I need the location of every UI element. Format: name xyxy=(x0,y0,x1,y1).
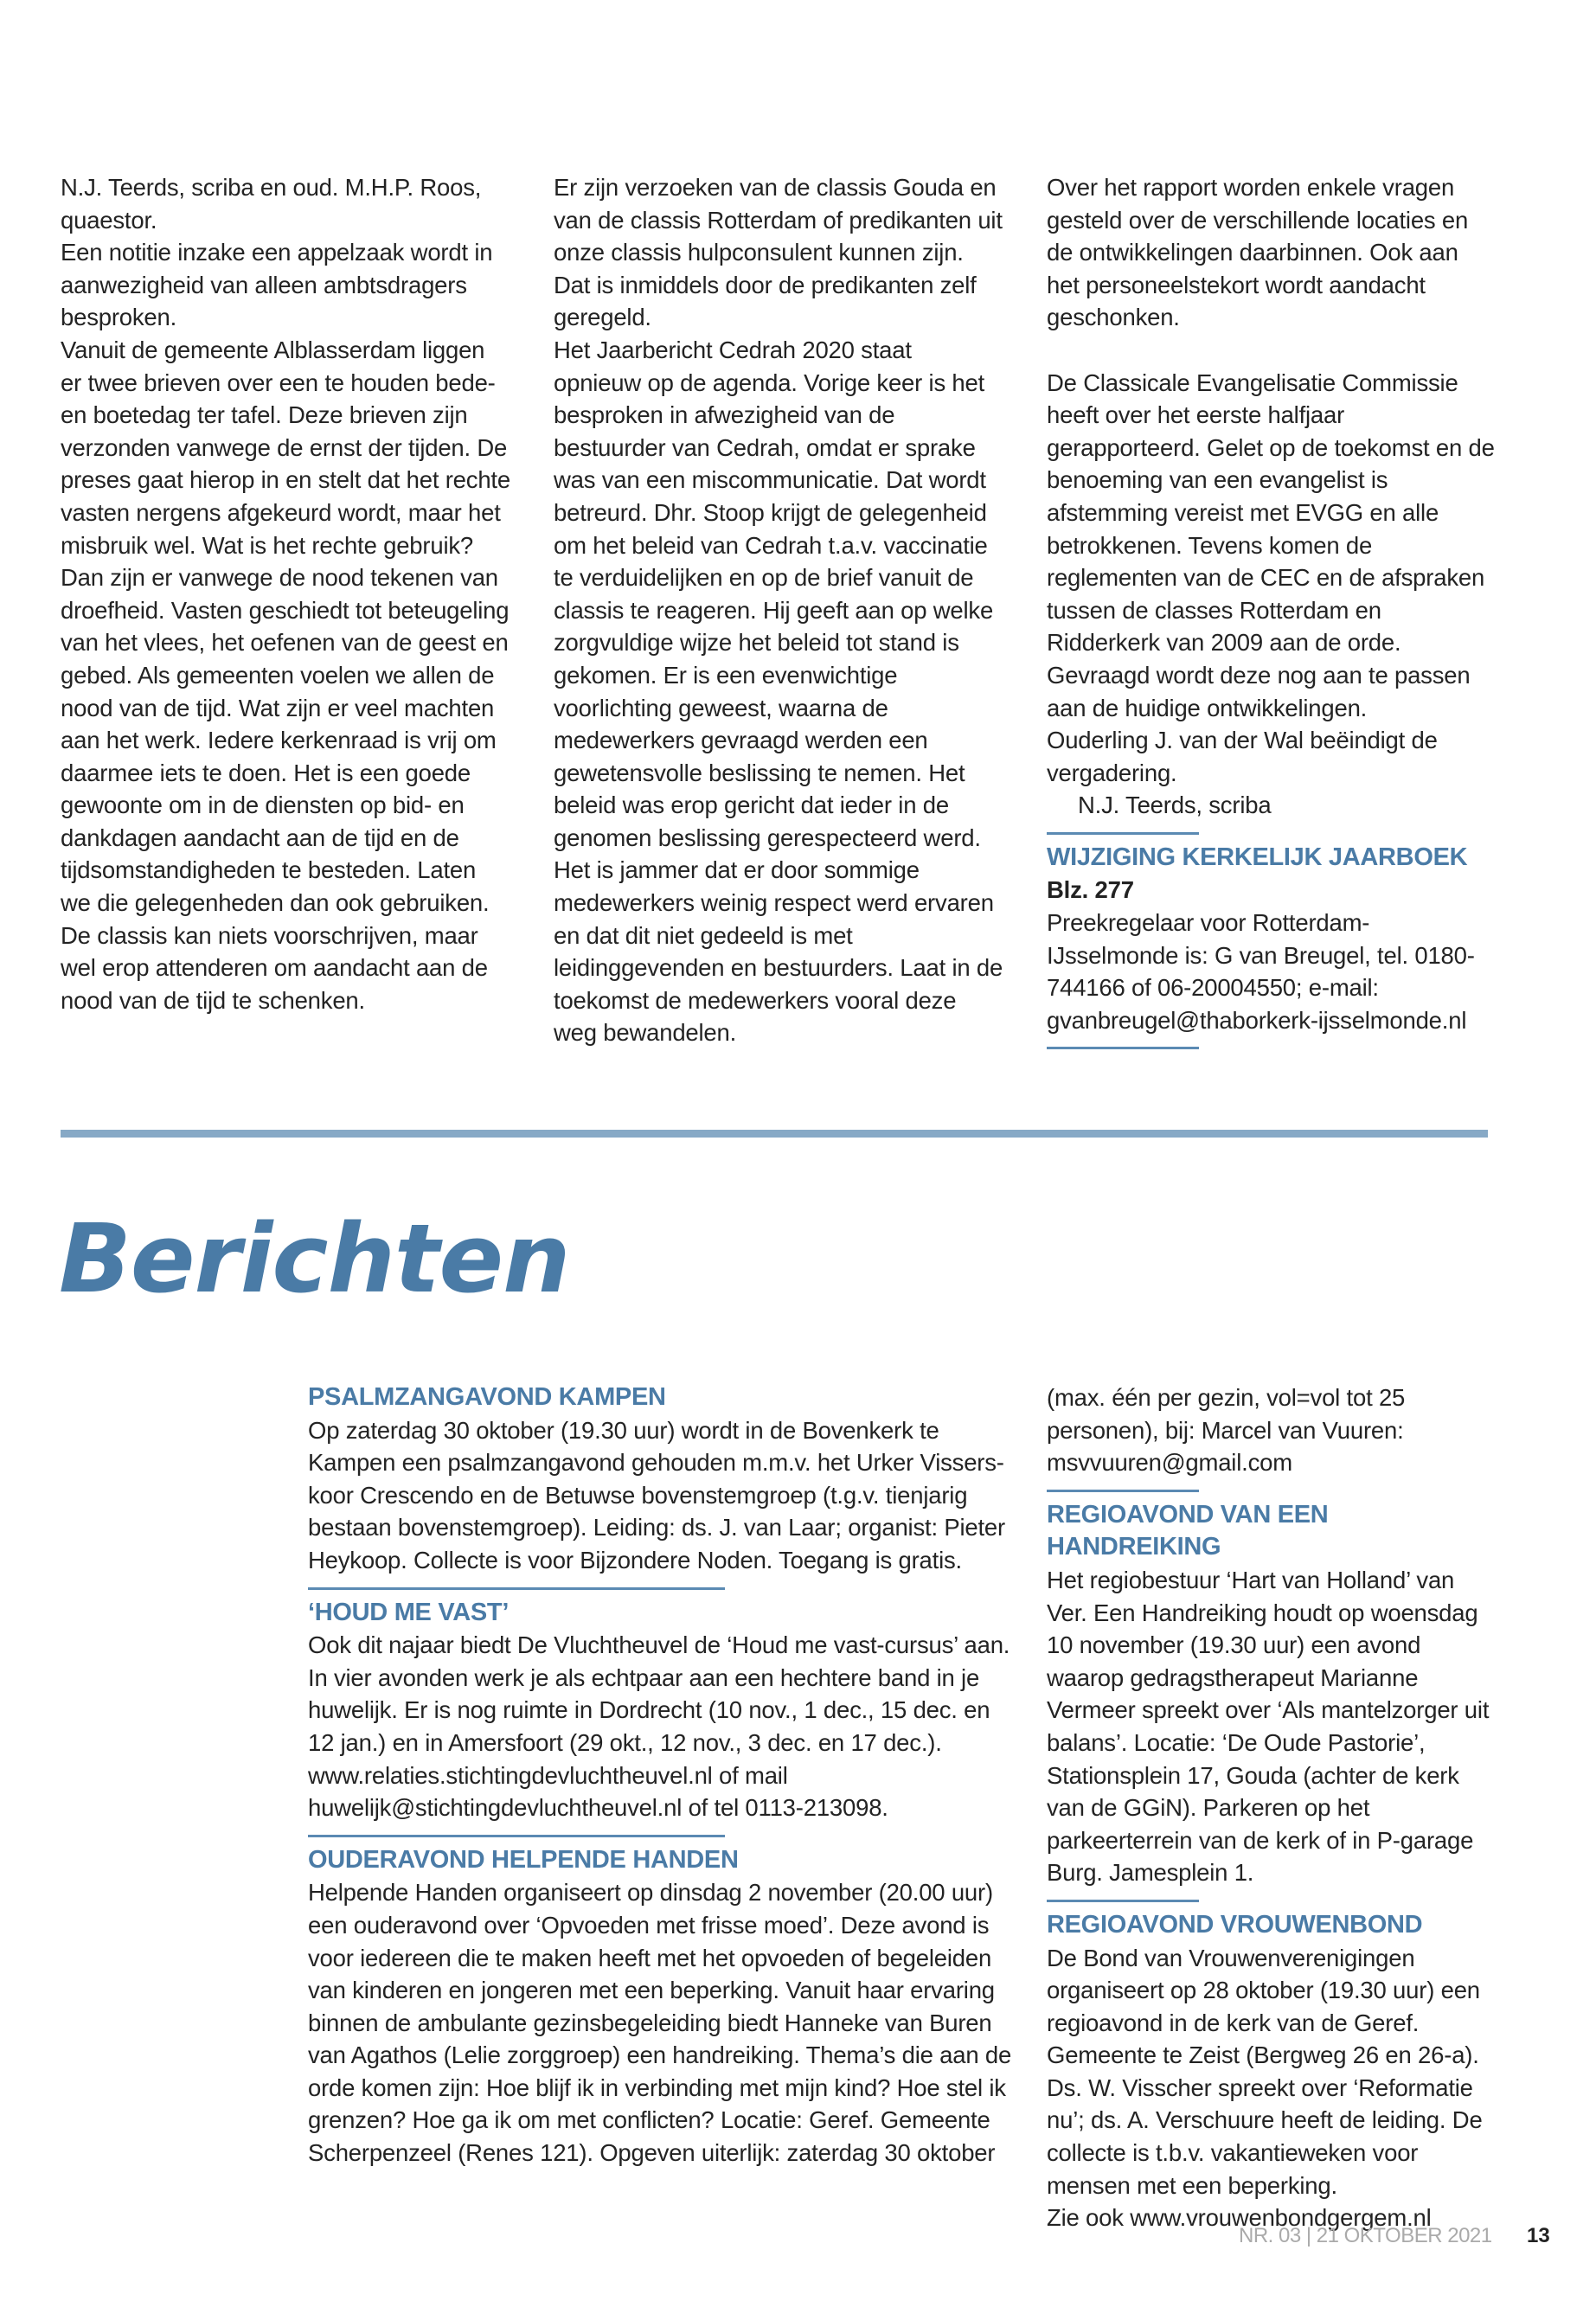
paragraph: Ook dit najaar biedt De Vluchtheuvel de ‘Houd me vast-cursus’ aan. In vier avonden werk je als echtpaar aan een hechtere band in je huwelijk. Er is nog ruimte in Dordrecht (10 nov., 1 dec., 15 dec. en 12 jan.) en in Amersfoort (29 okt., 12 nov., 3 dec. en 17 dec.). www.relaties.stichtingdevluchtheuvel.nl of mail huwelijk@stichtingdevluchtheuvel.nl of tel 0113-213098. xyxy=(308,1631,1010,1822)
section-heading: REGIOAVOND VAN EEN HANDREIKING xyxy=(1047,1500,1329,1561)
link-text[interactable]: Zie ook www.vrouwenbondgergem.nl xyxy=(1047,2204,1432,2232)
divider xyxy=(1047,832,1199,835)
section-heading: ‘HOUD ME VAST’ xyxy=(308,1598,510,1626)
paragraph: N.J. Teerds, scriba en oud. M.H.P. Roos, quaestor. xyxy=(61,174,482,234)
paragraph: Op zaterdag 30 oktober (19.30 uur) wordt in de Bovenkerk te Kampen een psalmzangavond gehouden m.m.v. het Urker Vissers-koor Crescendo en de Betuwse bovenstemgroep (t.g.v. tienjarig bestaan bovenstemgroep). Leiding: ds. J. van Laar; organist: Pieter Heykoop. Collecte is voor Bijzondere Noden. Toegang is gratis. xyxy=(308,1416,1005,1574)
paragraph: Ouderling J. van der Wal beëindigt de vergadering. xyxy=(1047,727,1438,786)
issue-info: NR. 03 | 21 OKTOBER 2021 xyxy=(1239,2224,1492,2247)
section-title: Berichten xyxy=(59,1203,570,1314)
paragraph: Het regiobestuur ‘Hart van Holland’ van Ver. Een Handreiking houdt op woensdag 10 november (19.30 uur) een avond waarop gedragstherapeut Marianne Vermeer spreekt over ‘Als mantelzorger uit balans’. Locatie: ‘De Oude Pastorie’, Stationsplein 17, Gouda (achter de kerk van de GGiN). Parkeren op het parkeerterrein van de kerk of in P-garage Burg. Jamesplein 1. xyxy=(1047,1566,1490,1887)
page-number: 13 xyxy=(1527,2224,1550,2247)
top-column-2 xyxy=(554,171,1003,1049)
paragraph: (max. één per gezin, vol=vol tot 25 personen), bij: Marcel van Vuuren: msvvuuren@gmail.com xyxy=(1047,1384,1406,1477)
paragraph: Vanuit de gemeente Alblasserdam liggen er twee brieven over een te houden bede- en boetedag ter tafel. Deze brieven zijn verzonden vanwege de ernst der tijden. De preses gaat hierop in en stelt dat het rechte vasten nergens afgekeurd wordt, maar het misbruik wel. Wat is het rechte gebruik? Dan zijn er vanwege de nood tekenen van droefheid. Vasten geschiedt tot beteugeling van het vlees, het oefenen van de geest en gebed. Als gemeenten voelen we allen de nood van de tijd. Wat zijn er veel machten aan het werk. Iedere kerkenraad is vrij om daarmee iets te doen. Het is een goede gewoonte om in de diensten op bid- en dankdagen aandacht aan de tijd en de tijdsomstandigheden te besteden. Laten we die gelegenheden dan ook gebruiken. De classis kan niets voorschrijven, maar wel erop attenderen om aandacht aan de nood van de tijd te schenken. xyxy=(61,336,510,1014)
top-column-1 xyxy=(61,171,510,1016)
paragraph: Over het rapport worden enkele vragen gesteld over de verschillende locaties en de ontwikkelingen daarbinnen. Ook aan het personeelstekort wordt aandacht geschonken. xyxy=(1047,174,1469,331)
section-subheading: Blz. 277 xyxy=(1047,876,1134,904)
paragraph: Er zijn verzoeken van de classis Gouda en van de classis Rotterdam of predikanten uit onze classis hulpconsulent kunnen zijn. Dat is inmiddels door de predikanten zelf geregeld. xyxy=(554,174,1003,331)
section-heading: WIJZIGING KERKELIJK JAARBOEK xyxy=(1047,843,1468,871)
berichten-column-left xyxy=(308,1381,1017,2170)
section-divider xyxy=(61,1130,1488,1138)
divider xyxy=(1047,1047,1199,1049)
paragraph: De Classicale Evangelisatie Commissie heeft over het eerste halfjaar gerapporteerd. Gelet op de toekomst en de benoeming van een evangelist is afstemming vereist met EVGG en alle betrokkenen. Tevens komen de reglementen van de CEC en de afspraken tussen de classes Rotterdam en Ridderkerk van 2009 aan de orde. Gevraagd wordt deze nog aan te passen aan de huidige ontwikkelingen. xyxy=(1047,369,1495,721)
top-column-3 xyxy=(1047,171,1497,1056)
divider xyxy=(1047,1490,1199,1492)
divider xyxy=(308,1587,725,1590)
paragraph: De Bond van Vrouwenverenigingen organiseert op 28 oktober (19.30 uur) een regioavond in de kerk van de Geref. Gemeente te Zeist (Bergweg 26 en 26-a). Ds. W. Visscher spreekt over ‘Reformatie nu’; ds. A. Verschuure heeft de leiding. De collecte is t.b.v. vakantieweken voor mensen met een beperking. xyxy=(1047,1944,1483,2199)
divider xyxy=(1047,1900,1199,1902)
section-heading: PSALMZANGAVOND KAMPEN xyxy=(308,1383,666,1411)
divider xyxy=(308,1835,725,1837)
section-heading: REGIOAVOND VROUWENBOND xyxy=(1047,1910,1423,1939)
paragraph: Preekregelaar voor Rotterdam-IJsselmonde is: G van Breugel, tel. 0180-744166 of 06-20004550; e-mail: gvanbreugel@thaborkerk-ijsselmonde.nl xyxy=(1047,909,1475,1034)
signature: N.J. Teerds, scriba xyxy=(1078,792,1272,819)
berichten-column-right xyxy=(1047,1381,1497,2234)
paragraph: Helpende Handen organiseert op dinsdag 2 november (20.00 uur) een ouderavond over ‘Opvoeden met frisse moed’. Deze avond is voor iedereen die te maken heeft met het opvoeden of begeleiden van kinderen en jongeren met een beperking. Vanuit haar ervaring binnen de ambulante gezinsbegeleiding biedt Hanneke van Buren van Agathos (Lelie zorggroep) een handreiking. Thema’s die aan de orde komen zijn: Hoe blijf ik in verbinding met mijn kind? Hoe stel ik grenzen? Hoe ga ik om met conflicten? Locatie: Geref. Gemeente Scherpenzeel (Renes 121). Opgeven uiterlijk: zaterdag 30 oktober xyxy=(308,1879,1012,2167)
paragraph: Een notitie inzake een appelzaak wordt in aanwezigheid van alleen ambtsdragers besproken. xyxy=(61,239,493,331)
paragraph: Het Jaarbericht Cedrah 2020 staat opnieuw op de agenda. Vorige keer is het besproken in afwezigheid van de bestuurder van Cedrah, omdat er sprake was van een miscommunicatie. Dat wordt betreurd. Dhr. Stoop krijgt de gelegenheid om het beleid van Cedrah t.a.v. vaccinatie te verduidelijken en op de brief vanuit de classis te reageren. Hij geeft aan op welke zorgvuldige wijze het beleid tot stand is gekomen. Er is een evenwichtige voorlichting geweest, waarna de medewerkers gevraagd werden een gewetensvolle beslissing te nemen. Het beleid was erop gericht dat ieder in de genomen beslissing gerespecteerd werd. Het is jammer dat er door sommige medewerkers weinig respect werd ervaren en dat dit niet gedeeld is met leidinggevenden en bestuurders. Laat in de toekomst de medewerkers vooral deze weg bewandelen. xyxy=(554,336,1003,1047)
section-heading: OUDERAVOND HELPENDE HANDEN xyxy=(308,1845,739,1874)
